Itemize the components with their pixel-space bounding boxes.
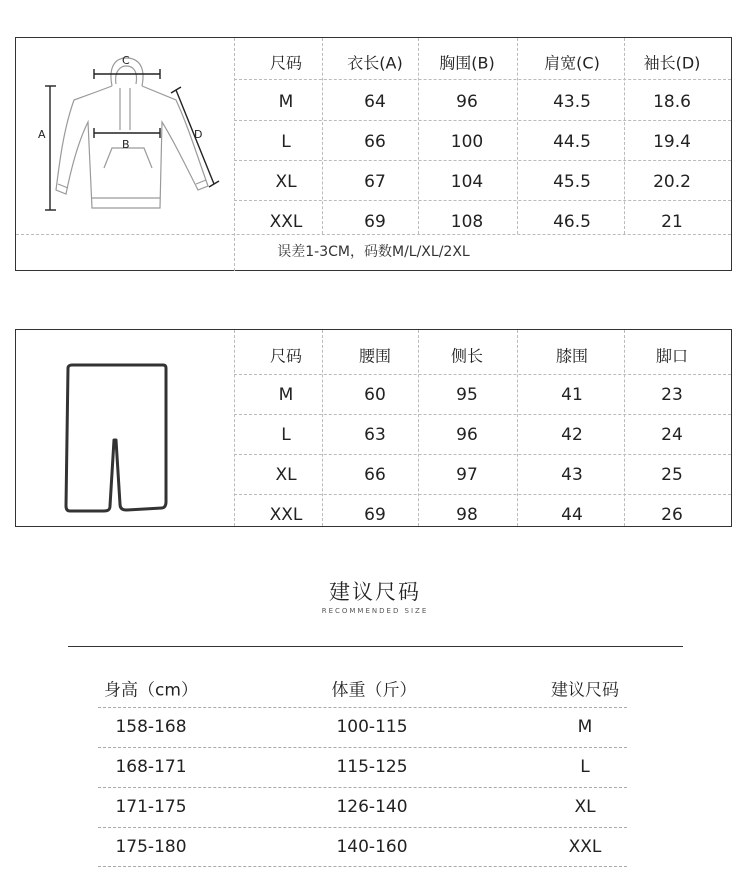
cell-value: 44 [561, 505, 583, 525]
header-chest: 胸围(B) [439, 53, 495, 73]
cell-value: 69 [364, 212, 386, 232]
cell-size: XL [275, 465, 297, 485]
cell-size: XXL [269, 212, 303, 232]
cell-value: 41 [561, 385, 583, 405]
header-sleeve: 袖长(D) [643, 53, 701, 73]
hoodie-size-chart [15, 37, 732, 271]
cell-value: 96 [456, 92, 478, 112]
cell-value: 108 [450, 212, 484, 232]
divider [234, 374, 731, 375]
cell-value: 43.5 [553, 92, 591, 112]
cell-value: 98 [456, 505, 478, 525]
cell-size: M [577, 717, 593, 737]
divider [322, 38, 323, 234]
cell-height: 168-171 [115, 757, 187, 777]
divider [517, 38, 518, 234]
cell-value: 44.5 [553, 132, 591, 152]
cell-size: XL [574, 797, 596, 817]
header-weight: 体重（斤） [331, 680, 417, 701]
cell-value: 60 [364, 385, 386, 405]
cell-value: 23 [661, 385, 683, 405]
divider [98, 787, 627, 788]
hoodie-diagram-icon [16, 38, 234, 234]
section-subtitle: RECOMMENDED SIZE [321, 607, 429, 615]
cell-height: 171-175 [115, 797, 187, 817]
cell-value: 66 [364, 465, 386, 485]
shorts-outline-icon [16, 330, 234, 526]
divider [98, 707, 627, 708]
header-size: 尺码 [269, 53, 303, 73]
cell-height: 158-168 [115, 717, 187, 737]
cell-size: XL [275, 172, 297, 192]
header-knee: 膝围 [555, 346, 589, 366]
cell-weight: 100-115 [336, 717, 408, 737]
cell-weight: 126-140 [336, 797, 408, 817]
cell-value: 43 [561, 465, 583, 485]
cell-value: 104 [450, 172, 484, 192]
divider [234, 454, 731, 455]
divider [624, 330, 625, 526]
divider [234, 160, 731, 161]
cell-value: 24 [661, 425, 683, 445]
header-height: 身高（cm） [104, 680, 198, 701]
divider [68, 646, 683, 647]
cell-size: XXL [568, 837, 602, 857]
cell-value: 26 [661, 505, 683, 525]
cell-value: 18.6 [653, 92, 691, 112]
header-waist: 腰围 [358, 346, 392, 366]
cell-value: 97 [456, 465, 478, 485]
shorts-size-chart [15, 329, 732, 527]
cell-size: L [281, 132, 291, 152]
cell-value: 69 [364, 505, 386, 525]
diagram-label-a: A [38, 128, 46, 141]
cell-value: 64 [364, 92, 386, 112]
header-hem: 脚口 [655, 346, 689, 366]
cell-size: M [278, 92, 294, 112]
header-suggested-size: 建议尺码 [551, 680, 619, 701]
tolerance-note: 误差1-3CM，码数M/L/XL/2XL [277, 244, 470, 260]
header-side-length: 侧长 [450, 346, 484, 366]
divider [234, 330, 235, 526]
cell-height: 175-180 [115, 837, 187, 857]
divider [234, 414, 731, 415]
diagram-label-c: C [122, 54, 130, 67]
cell-value: 19.4 [653, 132, 691, 152]
diagram-label-d: D [194, 128, 203, 141]
diagram-label-b: B [122, 138, 130, 151]
cell-value: 66 [364, 132, 386, 152]
cell-size: M [278, 385, 294, 405]
divider [418, 38, 419, 234]
divider [98, 866, 627, 867]
cell-weight: 140-160 [336, 837, 408, 857]
cell-value: 25 [661, 465, 683, 485]
cell-value: 67 [364, 172, 386, 192]
cell-value: 21 [661, 212, 683, 232]
cell-value: 96 [456, 425, 478, 445]
cell-value: 46.5 [553, 212, 591, 232]
header-size: 尺码 [269, 346, 303, 366]
divider [234, 494, 731, 495]
cell-value: 100 [450, 132, 484, 152]
divider [234, 120, 731, 121]
header-length: 衣长(A) [347, 53, 403, 73]
cell-value: 63 [364, 425, 386, 445]
section-title: 建议尺码 [329, 580, 421, 604]
cell-weight: 115-125 [336, 757, 408, 777]
cell-value: 45.5 [553, 172, 591, 192]
divider [234, 200, 731, 201]
divider [517, 330, 518, 526]
cell-value: 95 [456, 385, 478, 405]
cell-value: 20.2 [653, 172, 691, 192]
divider [418, 330, 419, 526]
cell-size: XXL [269, 505, 303, 525]
divider [98, 747, 627, 748]
header-shoulder: 肩宽(C) [544, 53, 600, 73]
cell-value: 42 [561, 425, 583, 445]
cell-size: L [281, 425, 291, 445]
divider [624, 38, 625, 234]
divider [322, 330, 323, 526]
divider [98, 827, 627, 828]
divider [234, 79, 731, 80]
cell-size: L [580, 757, 590, 777]
